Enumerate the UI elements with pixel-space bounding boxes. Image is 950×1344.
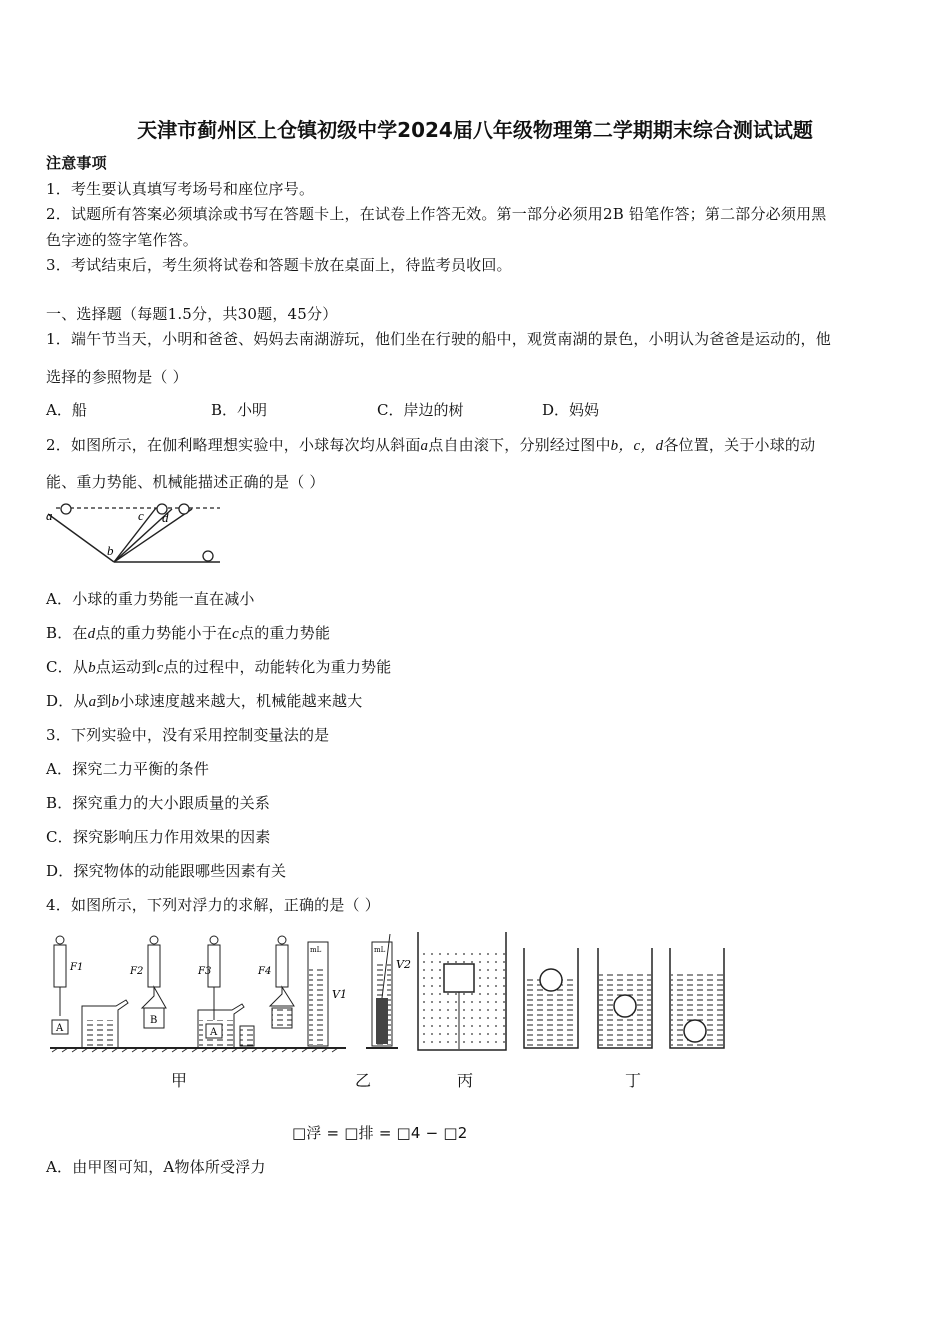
q1-option-b: B．小明	[211, 401, 268, 419]
v2-label: V2	[396, 958, 411, 971]
tank-with-block	[418, 932, 506, 1050]
beaker-sunk	[670, 948, 724, 1048]
q3-option-c: C．探究影响压力作用效果的因素	[46, 828, 271, 846]
f3-label: F3	[198, 966, 212, 977]
caption-bing: 丙	[457, 1071, 474, 1090]
block-b-label: B	[150, 1015, 158, 1026]
fig-label-b: b	[107, 543, 114, 558]
beaker-suspended	[598, 948, 652, 1048]
notice-item: 色字迹的签字笔作答。	[46, 231, 199, 249]
q2-stem-line1: 2．如图所示，在伽利略理想实验中，小球每次均从斜面a点自由滚下，分别经过图中b，c，d各位置，关于小球的动	[46, 436, 816, 454]
q1-stem-line2: 选择的参照物是（ ）	[46, 368, 188, 386]
page-title: 天津市蓟州区上仓镇初级中学2024届八年级物理第二学期期末综合测试试题	[137, 118, 813, 142]
block-a-label-2: A	[210, 1027, 218, 1038]
caption-ding: 丁	[625, 1071, 642, 1090]
notice-item: 1．考生要认真填写考场号和座位序号。	[46, 180, 315, 198]
f1-label: F1	[70, 962, 84, 973]
q1-option-d: D．妈妈	[542, 401, 600, 419]
q1-stem-line1: 1．端午节当天，小明和爸爸、妈妈去南湖游玩，他们坐在行驶的船中，观赏南湖的景色，小明认为爸爸是运动的，他	[46, 330, 831, 348]
q1-option-c: C．岸边的树	[377, 401, 464, 419]
beaker-floating	[524, 948, 578, 1048]
spring-scale-3	[197, 936, 254, 1048]
spring-scale-2	[129, 936, 166, 1028]
notice-item: 2．试题所有答案必须填涂或书写在答题卡上，在试卷上作答无效。第一部分必须用2B 铅笔作答；第二部分必须用黑	[46, 205, 827, 223]
q3-option-d: D．探究物体的动能跟哪些因素有关	[46, 862, 287, 880]
q4-stem: 4．如图所示，下列对浮力的求解，正确的是（ ）	[46, 896, 380, 914]
q3-option-a: A．探究二力平衡的条件	[46, 760, 210, 778]
fig-label-a: a	[46, 508, 53, 523]
q2-stem-line2: 能、重力势能、机械能描述正确的是（ ）	[46, 473, 325, 491]
fig-label-d: d	[162, 510, 169, 525]
graduated-cylinder-2	[366, 934, 411, 1048]
spring-scale-4	[257, 936, 294, 1028]
block-a-label: A	[56, 1023, 64, 1034]
q3-option-b: B．探究重力的大小跟质量的关系	[46, 794, 271, 812]
fig-label-c: c	[138, 508, 144, 523]
q3-stem: 3．下列实验中，没有采用控制变量法的是	[46, 726, 330, 744]
f4-label: F4	[258, 966, 272, 977]
q4-option-a: A．由甲图可知，A物体所受浮力	[46, 1158, 266, 1176]
spring-scale-1	[52, 936, 83, 1034]
q2-option-a: A．小球的重力势能一直在减小	[46, 590, 255, 608]
galileo-ramp-figure	[44, 500, 224, 570]
graduated-cylinder-1	[302, 942, 347, 1048]
section-heading: 一、选择题（每题1.5分，共30题，45分）	[46, 305, 338, 323]
buoyancy-formula: □浮 = □排 = □4 − □2	[292, 1124, 468, 1142]
notice-heading: 注意事项	[46, 154, 107, 172]
ml-label-2: mL	[374, 946, 386, 954]
buoyancy-figure	[46, 928, 736, 1056]
caption-yi: 乙	[355, 1071, 372, 1090]
ml-label: mL	[310, 946, 322, 954]
q2-option-d: D．从a到b小球速度越来越大，机械能越来越大	[46, 692, 363, 710]
caption-jia: 甲	[171, 1071, 188, 1090]
q2-option-b: B．在d点的重力势能小于在c点的重力势能	[46, 624, 331, 642]
q2-option-c: C．从b点运动到c点的过程中，动能转化为重力势能	[46, 658, 392, 676]
q1-option-a: A．船	[46, 401, 87, 419]
notice-item: 3．考试结束后，考生须将试卷和答题卡放在桌面上，待监考员收回。	[46, 256, 512, 274]
v1-label: V1	[332, 988, 347, 1001]
f2-label: F2	[130, 966, 144, 977]
